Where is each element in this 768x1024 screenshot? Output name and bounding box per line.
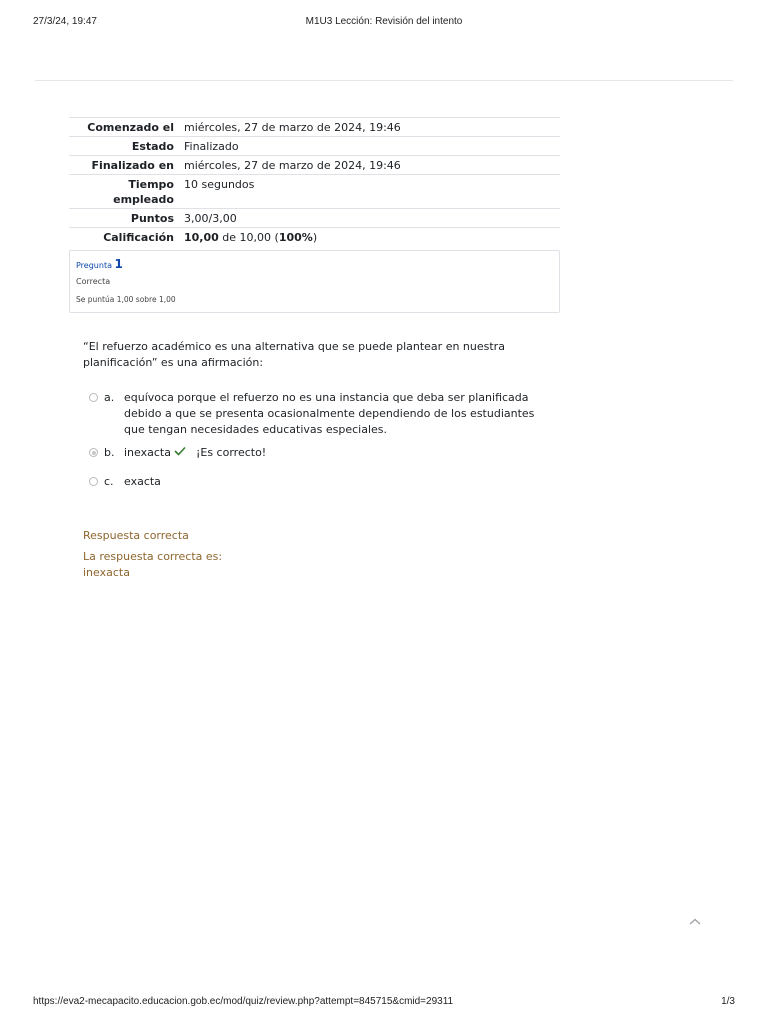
summary-label: Finalizado en — [69, 156, 180, 175]
summary-value: 3,00/3,00 — [180, 209, 560, 228]
answer-feedback: ¡Es correcto! — [195, 446, 267, 459]
summary-value: miércoles, 27 de marzo de 2024, 19:46 — [180, 118, 560, 137]
print-footer — [33, 996, 735, 1010]
summary-value: 10 segundos — [180, 175, 560, 209]
question-grade: Se puntúa 1,00 sobre 1,00 — [76, 295, 176, 304]
right-answer-label: La respuesta correcta es: — [83, 550, 223, 563]
radio-button-selected[interactable] — [89, 448, 98, 457]
grade-percent: 100% — [278, 231, 313, 244]
print-url: https://eva2-mecapacito.educacion.gob.ec/mod/quiz/review.php?attempt=845715&cmid=29311 — [33, 996, 454, 1007]
summary-value: Finalizado — [180, 137, 560, 156]
answer-letter: a. — [104, 391, 115, 404]
summary-label: Calificación — [69, 228, 180, 247]
summary-label: Tiempo empleado — [69, 175, 180, 209]
question-text: “El refuerzo académico es una alternativa que se puede plantear en nuestra planificación” es una afirmación: — [83, 340, 505, 369]
print-page-number: 1/3 — [721, 996, 735, 1007]
question-number — [76, 257, 553, 273]
summary-value: miércoles, 27 de marzo de 2024, 19:46 — [180, 156, 560, 175]
answer-letter: b. — [104, 446, 115, 459]
grade-of: de 10,00 ( — [218, 231, 279, 244]
attempt-summary-table — [69, 117, 560, 246]
summary-row-finished — [69, 156, 560, 175]
summary-row-points — [69, 209, 560, 228]
summary-label: Puntos — [69, 209, 180, 228]
summary-row-state — [69, 137, 560, 156]
summary-row-time-taken — [69, 175, 560, 209]
radio-button[interactable] — [89, 393, 98, 402]
answer-text: inexacta — [124, 446, 171, 459]
question-info-box — [69, 250, 560, 313]
right-answer-value: inexacta — [83, 566, 130, 579]
summary-label: Comenzado el — [69, 118, 180, 137]
question-prefix: Pregunta — [76, 261, 112, 270]
summary-grade-value — [180, 228, 560, 247]
summary-label: Estado — [69, 137, 180, 156]
print-page-title: M1U3 Lección: Revisión del intento — [305, 16, 463, 27]
question-outcome: Respuesta correcta — [83, 529, 189, 542]
answer-text: equívoca porque el refuerzo no es una instancia que deba ser planificada debido a que se presenta ocasionalmente dependiendo de los estudiantes que tengan necesidades educativas especiales. — [124, 391, 535, 436]
print-datetime: 27/3/24, 19:47 — [33, 16, 97, 27]
radio-button[interactable] — [89, 477, 98, 486]
chevron-up-icon[interactable] — [688, 914, 702, 928]
grade-score: 10,00 — [184, 231, 219, 244]
answer-text: exacta — [124, 475, 161, 488]
answer-letter: c. — [104, 475, 114, 488]
print-header — [33, 16, 735, 30]
summary-row-grade — [69, 228, 560, 247]
grade-close: ) — [312, 231, 318, 244]
check-icon — [174, 445, 186, 461]
summary-row-started — [69, 118, 560, 137]
answer-text-wrap — [124, 445, 544, 461]
question-number-value: 1 — [114, 257, 123, 271]
question-state: Correcta — [76, 277, 111, 286]
top-divider — [35, 80, 733, 81]
